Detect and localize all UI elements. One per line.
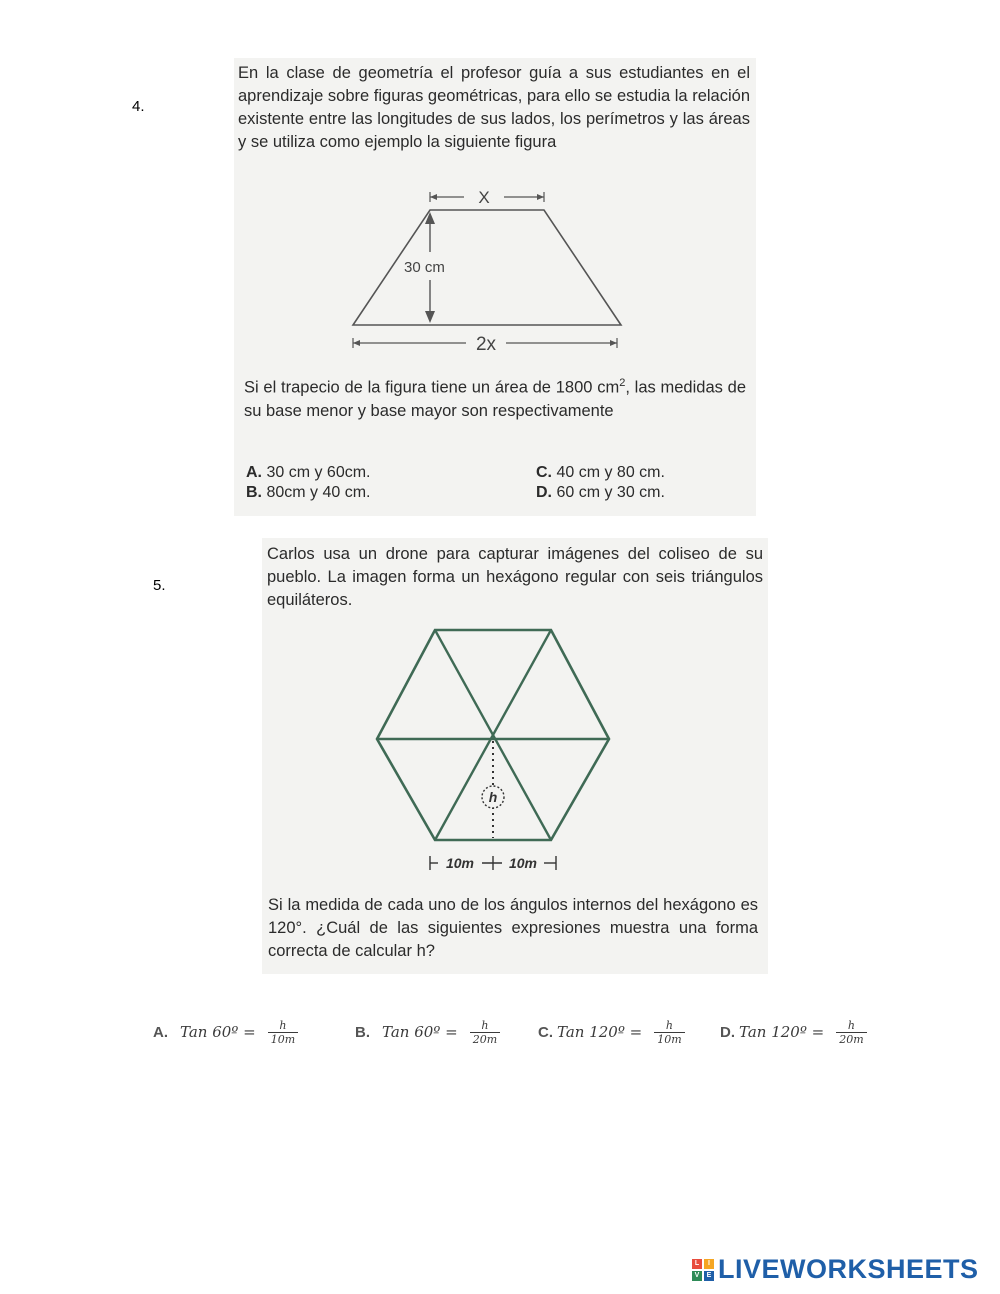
- logo-mark-icon: [692, 1259, 714, 1281]
- option-d-text: 60 cm y 30 cm.: [556, 484, 665, 501]
- equation-option-c-letter: C.: [538, 1023, 553, 1041]
- equation-option-a-numerator: h: [279, 1018, 287, 1032]
- question-5-intro: Carlos usa un drone para capturar imágenes del coliseo de su pueblo. La imagen forma un hexágono regular con seis triángulos equiláteros.: [267, 545, 763, 609]
- equation-option-a-denominator: 10m: [268, 1032, 298, 1046]
- question-4-scan: [234, 58, 756, 516]
- question-5-scan: [262, 538, 768, 974]
- question-5-number: 5.: [153, 577, 166, 594]
- option-a-text: 30 cm y 60cm.: [266, 464, 371, 481]
- logo-cell-e: E: [704, 1271, 714, 1281]
- top-arrow-right: [537, 194, 544, 200]
- equation-option-b-expr: Tan 60º =: [382, 1023, 458, 1041]
- option-a[interactable]: [246, 464, 536, 482]
- top-base-label: X: [478, 188, 490, 207]
- hexagon-figure: [372, 626, 632, 876]
- option-c[interactable]: [536, 464, 756, 482]
- logo-cell-i: I: [704, 1259, 714, 1269]
- equation-option-a-fraction: [268, 1019, 298, 1046]
- height-h-label: h: [488, 789, 498, 805]
- equation-option-b-fraction: [470, 1019, 500, 1046]
- question-5-options: [150, 1012, 890, 1060]
- equation-option-d-expr: Tan 120º =: [739, 1023, 825, 1041]
- equation-option-d-letter: D.: [720, 1023, 735, 1041]
- equation-option-c-fraction: [654, 1019, 684, 1046]
- equation-option-a[interactable]: [153, 1012, 298, 1052]
- option-d-letter: D.: [536, 484, 552, 501]
- option-b-text: 80cm y 40 cm.: [266, 484, 371, 501]
- option-c-letter: C.: [536, 464, 552, 481]
- trapezoid-shape: [353, 210, 621, 325]
- liveworksheets-logo[interactable]: [692, 1254, 979, 1285]
- question-4-intro: En la clase de geometría el profesor guía a sus estudiantes en el aprendizaje sobre figuras geométricas, para ello se estudia la relación existente entre las longitudes de sus lados, los perímetros y las áreas y se utiliza como ejemplo la siguiente figura: [238, 64, 750, 151]
- logo-wordmark: LIVEWORKSHEETS: [718, 1254, 979, 1284]
- option-d[interactable]: [536, 484, 756, 502]
- right-measure-label: 10m: [508, 855, 538, 871]
- option-b-letter: B.: [246, 484, 262, 501]
- trapezoid-figure: [344, 182, 644, 362]
- question-4-prompt: [244, 372, 746, 423]
- bottom-arrow-left: [353, 340, 360, 346]
- equation-option-c-expr: Tan 120º =: [557, 1023, 643, 1041]
- question-4-prompt-exponent: 2: [619, 377, 626, 389]
- equation-option-d[interactable]: [720, 1012, 867, 1052]
- logo-cell-l: L: [692, 1259, 702, 1269]
- question-4-prompt-start: Si el trapecio de la figura tiene un área de 1800 cm: [244, 378, 620, 397]
- bottom-arrow-right: [610, 340, 617, 346]
- logo-cell-v: V: [692, 1271, 702, 1281]
- equation-option-b-numerator: h: [481, 1018, 489, 1032]
- equation-option-b-letter: B.: [355, 1023, 370, 1041]
- equation-option-c-denominator: 10m: [654, 1032, 684, 1046]
- left-measure-label: 10m: [445, 855, 475, 871]
- height-label: 30 cm: [404, 259, 445, 276]
- equation-option-d-numerator: h: [847, 1018, 855, 1032]
- equation-option-b[interactable]: [355, 1012, 500, 1052]
- option-c-text: 40 cm y 80 cm.: [556, 464, 665, 481]
- equation-option-a-expr: Tan 60º =: [180, 1023, 256, 1041]
- question-4-options: [246, 464, 756, 502]
- question-5-prompt: Si la medida de cada uno de los ángulos internos del hexágono es 120°. ¿Cuál de las siguientes expresiones muestra una forma correcta de calcular h?: [268, 896, 758, 960]
- option-a-letter: A.: [246, 464, 262, 481]
- equation-option-c-numerator: h: [665, 1018, 673, 1032]
- equation-option-a-letter: A.: [153, 1023, 168, 1041]
- height-arrow-down: [425, 311, 435, 323]
- equation-option-b-denominator: 20m: [470, 1032, 500, 1046]
- equation-option-c[interactable]: [538, 1012, 685, 1052]
- top-arrow-left: [430, 194, 437, 200]
- question-4-prompt-end: , las medidas de su base menor y base mayor son respectivamente: [244, 378, 746, 420]
- question-4-number: 4.: [132, 98, 145, 115]
- option-b[interactable]: [246, 484, 536, 502]
- bottom-base-label: 2x: [475, 334, 497, 355]
- equation-option-d-denominator: 20m: [836, 1032, 866, 1046]
- equation-option-d-fraction: [836, 1019, 866, 1046]
